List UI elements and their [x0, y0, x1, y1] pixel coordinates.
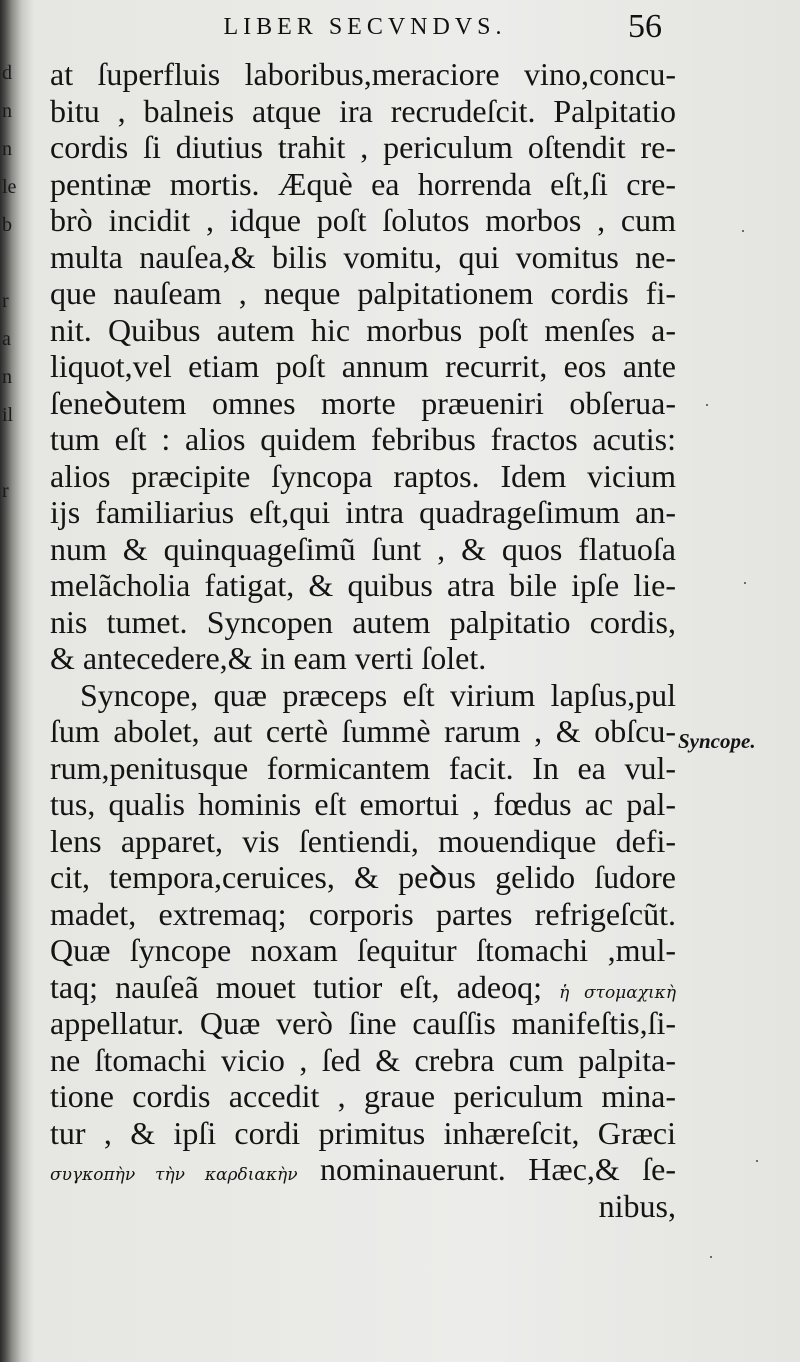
text-line: melãcholia fatigat, & quibus atra bile ipſe lie-	[50, 567, 676, 603]
text-line: nit. Quibus autem hic morbus poſt menſes a-	[50, 311, 676, 348]
text-line: brò incidit , idque poſt ſolutos morbos , cum	[50, 202, 676, 238]
text-line: appellatur. Quæ verò ſine cauſſis manifeſtis,ſi-	[50, 1005, 676, 1041]
text-line: tione cordis accedit , graue periculum mina-	[50, 1078, 676, 1114]
text-line: tum eſt : alios quidem febribus fractos acutis:	[50, 421, 676, 457]
gutter-fragment: n	[2, 366, 12, 388]
greek-phrase-stomachike: ἡ στομαχικὴ	[559, 982, 677, 1003]
text-line: tus, qualis hominis eſt emortui , fœdus ac pal-	[50, 786, 676, 822]
gutter-fragment: d	[2, 62, 12, 84]
text-line: ſeneꝺutem omnes morte præueniri obſerua-	[50, 384, 676, 421]
text-line: multa nauſea,& bilis vomitu, qui vomitus ne-	[50, 238, 676, 275]
gutter-fragment	[2, 250, 18, 288]
gutter-fragment: n	[2, 138, 12, 160]
text-line: bitu , balneis atque ira recrudeſcit. Palpitatio	[50, 92, 676, 129]
gutter-fragment: le	[2, 176, 17, 198]
text-line: tur , & ipſi cordi primitus inhæreſcit, Græci	[50, 1114, 676, 1151]
text-line: pentinæ mortis. Æquè ea horrenda eſt,ſi cre-	[50, 165, 676, 202]
gutter-fragment: r	[2, 480, 9, 502]
gutter-fragment: a	[2, 328, 11, 350]
text-line: ijs familiarius eſt,qui intra quadrageſimum an-	[50, 494, 676, 530]
text-line: madet, extremaq; corporis partes refrigeſcũt.	[50, 895, 676, 932]
gutter-fragment: il	[2, 404, 14, 426]
text-line: cit, tempora,ceruices, & peꝺus gelido ſudore	[50, 859, 676, 895]
ink-speck	[742, 230, 744, 232]
greek-phrase-syncope-cardiace: συγκοπὴν τὴν καρδιακὴν	[50, 1165, 298, 1185]
ink-speck	[744, 582, 746, 584]
text-line: num & quinquageſimũ ſunt , & quos flatuoſa	[50, 530, 676, 567]
gutter-fragment	[2, 440, 18, 478]
text-line: rum,penitusque formicantem facit. In ea vul-	[50, 749, 676, 786]
text-line: Syncope, quæ præceps eſt virium lapſus,pul	[80, 676, 676, 713]
text-line: liquot,vel etiam poſt annum recurrit, eos ante	[50, 348, 676, 384]
text-line: Quæ ſyncope noxam ſequitur ſtomachi ,mul-	[50, 932, 676, 968]
ink-speck	[756, 1160, 758, 1162]
gutter-fragment: r	[2, 290, 9, 312]
text-line: cordis ſi diutius trahit , periculum oſtendit re-	[50, 129, 676, 165]
text-line-with-greek	[50, 969, 676, 1006]
text-line: & antecedere,& in eam verti ſolet.	[50, 640, 487, 676]
text-segment: taq; nauſeã mouet tutior eſt, adeoq;	[50, 968, 542, 1005]
text-line-with-greek	[50, 1151, 676, 1188]
body-text	[50, 56, 676, 1224]
ink-speck	[706, 404, 708, 406]
marginal-note-syncope: Syncope.	[678, 729, 756, 753]
text-line: alios præcipite ſyncopa raptos. Idem vicium	[50, 457, 676, 494]
text-line: ſum abolet, aut certè ſummè rarum , & obſcu-	[50, 713, 676, 749]
text-line: nis tumet. Syncopen autem palpitatio cordis,	[50, 603, 676, 640]
gutter-facing-page-fragments	[2, 60, 18, 516]
text-line: ne ſtomachi vicio , ſed & crebra cum palpita-	[50, 1041, 676, 1078]
text-line: que nauſeam , neque palpitationem cordis fi-	[50, 275, 676, 311]
text-line: lens apparet, vis ſentiendi, mouendique defi-	[50, 822, 676, 859]
catchword-line: nibus,	[598, 1187, 676, 1224]
page-number: 56	[628, 8, 662, 45]
gutter-fragment: n	[2, 100, 12, 122]
running-title: LIBER SECVNDVS.	[223, 14, 507, 40]
text-segment: nominauerunt. Hæc,& ſe-	[320, 1151, 677, 1187]
gutter-fragment: b	[2, 214, 12, 236]
text-line: at ſuperfluis laboribus,meraciore vino,concu-	[50, 56, 676, 92]
ink-speck	[710, 1256, 712, 1258]
